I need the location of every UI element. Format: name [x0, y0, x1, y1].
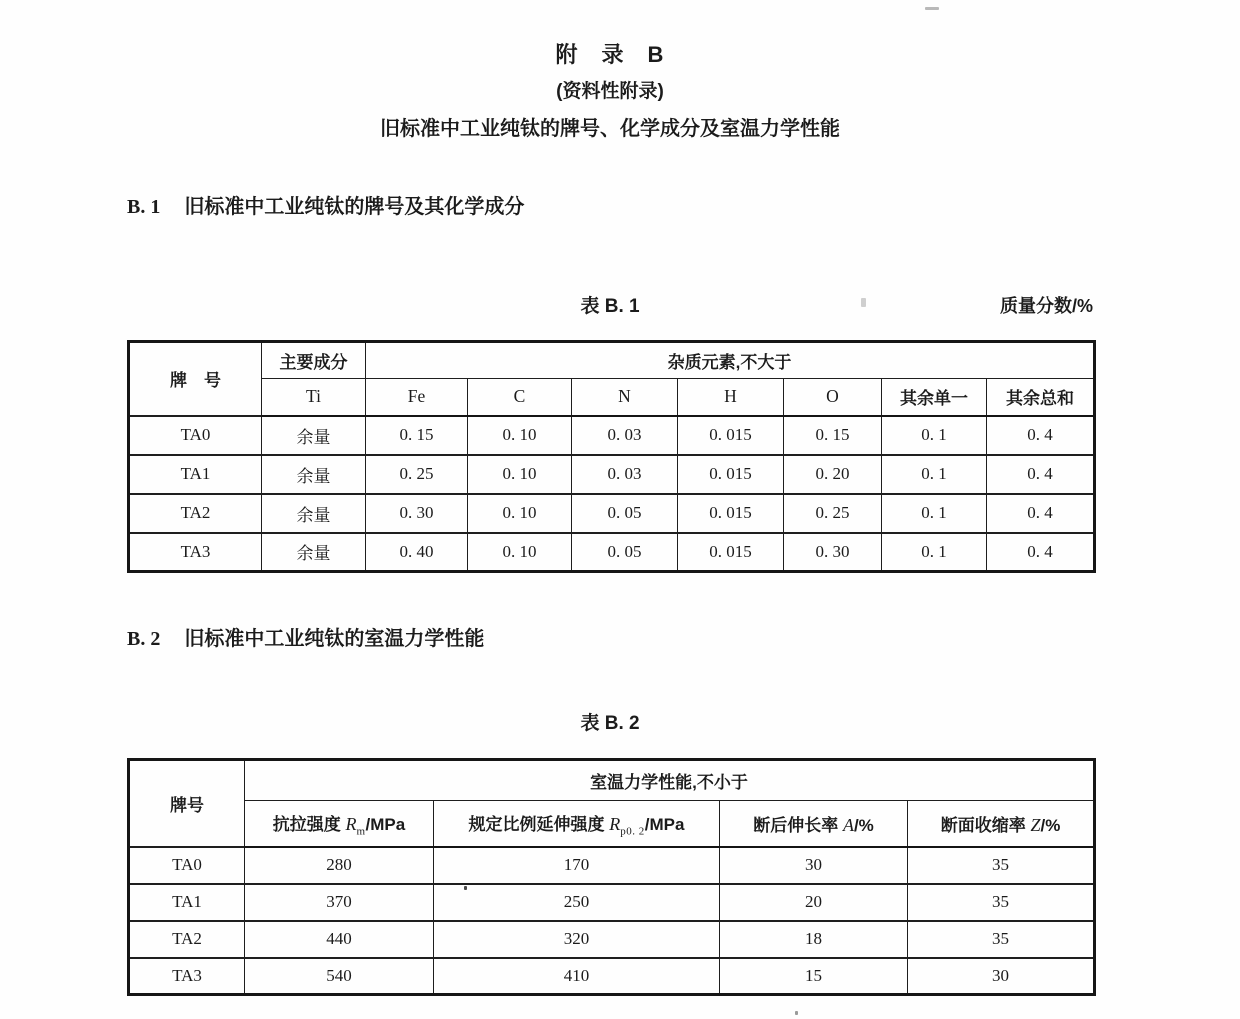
column-unit-text: /%: [853, 815, 874, 835]
section-b2-title: 旧标准中工业纯钛的室温力学性能: [184, 628, 485, 650]
value-cell: 0. 03: [572, 416, 678, 455]
column-header-c: C: [468, 379, 572, 416]
value-cell: 余量: [262, 494, 366, 533]
value-cell: 0. 4: [987, 533, 1095, 572]
value-cell: 0. 03: [572, 455, 678, 494]
column-header-other-total: 其余总和: [987, 379, 1095, 416]
value-cell: 20: [720, 884, 908, 921]
appendix-label: 附 录 B: [555, 42, 665, 67]
table-b1-caption-row: [127, 291, 1093, 318]
column-header-proof-strength: [434, 801, 720, 847]
value-cell: 170: [434, 847, 720, 884]
scan-artifact: [795, 1011, 798, 1015]
column-header-o: O: [784, 379, 882, 416]
column-header-ti: Ti: [262, 379, 366, 416]
value-cell: 370: [245, 884, 434, 921]
value-cell: 0. 25: [784, 494, 882, 533]
value-cell: 余量: [262, 416, 366, 455]
column-header-grade: 牌号: [129, 760, 245, 847]
value-cell: 0. 10: [468, 416, 572, 455]
value-cell: 440: [245, 921, 434, 958]
value-cell: 0. 15: [366, 416, 468, 455]
grade-cell: TA2: [129, 494, 262, 533]
section-b1-number: B. 1: [127, 196, 161, 218]
value-cell: 35: [908, 884, 1095, 921]
column-unit-text: /MPa: [365, 814, 406, 834]
value-cell: 0. 015: [678, 494, 784, 533]
grade-cell: TA0: [129, 416, 262, 455]
section-b1-heading: [127, 190, 1093, 219]
grade-cell: TA2: [129, 921, 245, 958]
value-cell: 320: [434, 921, 720, 958]
symbol-rp02-subscript: p0. 2: [620, 824, 645, 837]
scan-artifact: [464, 886, 467, 890]
value-cell: 30: [908, 958, 1095, 995]
table-row: [129, 921, 1095, 958]
column-label-text: 抗拉强度: [272, 814, 346, 834]
value-cell: 0. 10: [468, 455, 572, 494]
column-header-n: N: [572, 379, 678, 416]
value-cell: 35: [908, 921, 1095, 958]
section-b2-heading: [127, 622, 1093, 651]
value-cell: 0. 4: [987, 455, 1095, 494]
value-cell: 0. 05: [572, 533, 678, 572]
value-cell: 0. 015: [678, 416, 784, 455]
value-cell: 余量: [262, 533, 366, 572]
grade-cell: TA0: [129, 847, 245, 884]
column-header-main-component: 主要成分: [262, 342, 366, 379]
grade-cell: TA1: [129, 884, 245, 921]
value-cell: 0. 015: [678, 533, 784, 572]
column-label-text: 断后伸长率: [753, 815, 843, 835]
table-row: [129, 533, 1095, 572]
value-cell: 0. 30: [784, 533, 882, 572]
column-header-impurities-group: 杂质元素,不大于: [366, 342, 1095, 379]
column-header-fe: Fe: [366, 379, 468, 416]
column-label-text: 断面收缩率: [940, 815, 1031, 835]
column-header-tensile-strength: [245, 801, 434, 847]
table-b2: [127, 758, 1096, 996]
value-cell: 35: [908, 847, 1095, 884]
column-unit-text: /%: [1040, 815, 1061, 835]
table-row: [129, 455, 1095, 494]
value-cell: 0. 40: [366, 533, 468, 572]
table-row: [129, 494, 1095, 533]
value-cell: 0. 10: [468, 533, 572, 572]
symbol-z: Z: [1030, 814, 1041, 835]
table-b1-unit-note: 质量分数/%: [999, 296, 1093, 316]
column-header-elongation: [720, 801, 908, 847]
grade-cell: TA3: [129, 533, 262, 572]
value-cell: 15: [720, 958, 908, 995]
value-cell: 410: [434, 958, 720, 995]
value-cell: 0. 1: [882, 416, 987, 455]
value-cell: 0. 4: [987, 494, 1095, 533]
column-header-reduction-of-area: [908, 801, 1095, 847]
symbol-rm-subscript: m: [356, 824, 366, 837]
grade-cell: TA3: [129, 958, 245, 995]
value-cell: 0. 15: [784, 416, 882, 455]
scan-artifact: [925, 7, 939, 10]
symbol-rp02: R: [609, 813, 621, 834]
table-b2-caption: 表 B. 2: [580, 713, 640, 734]
appendix-type-note: (资料性附录): [556, 81, 664, 102]
value-cell: 0. 4: [987, 416, 1095, 455]
symbol-rm: R: [345, 813, 357, 834]
value-cell: 0. 015: [678, 455, 784, 494]
section-b2-number: B. 2: [127, 628, 161, 650]
value-cell: 540: [245, 958, 434, 995]
value-cell: 30: [720, 847, 908, 884]
value-cell: 0. 1: [882, 455, 987, 494]
value-cell: 280: [245, 847, 434, 884]
value-cell: 0. 20: [784, 455, 882, 494]
table-row: [129, 847, 1095, 884]
value-cell: 0. 30: [366, 494, 468, 533]
value-cell: 250: [434, 884, 720, 921]
table-row: [129, 884, 1095, 921]
grade-cell: TA1: [129, 455, 262, 494]
table-row: [129, 958, 1095, 995]
column-unit-text: /MPa: [644, 814, 685, 834]
column-label-text: 规定比例延伸强度: [468, 814, 610, 834]
value-cell: 0. 05: [572, 494, 678, 533]
value-cell: 0. 10: [468, 494, 572, 533]
symbol-a: A: [842, 814, 854, 835]
value-cell: 余量: [262, 455, 366, 494]
table-b1-caption: 表 B. 1: [580, 296, 640, 317]
appendix-title: 旧标准中工业纯钛的牌号、化学成分及室温力学性能: [380, 118, 840, 140]
value-cell: 0. 25: [366, 455, 468, 494]
table-b1: [127, 340, 1096, 573]
value-cell: 0. 1: [882, 533, 987, 572]
value-cell: 18: [720, 921, 908, 958]
table-b2-caption-row: [127, 708, 1093, 735]
table-row: [129, 416, 1095, 455]
value-cell: 0. 1: [882, 494, 987, 533]
column-header-other-single: 其余单一: [882, 379, 987, 416]
column-header-mechanical-group: 室温力学性能,不小于: [245, 760, 1095, 801]
column-header-h: H: [678, 379, 784, 416]
section-b1-title: 旧标准中工业纯钛的牌号及其化学成分: [184, 196, 525, 218]
column-header-grade: 牌 号: [129, 342, 262, 416]
